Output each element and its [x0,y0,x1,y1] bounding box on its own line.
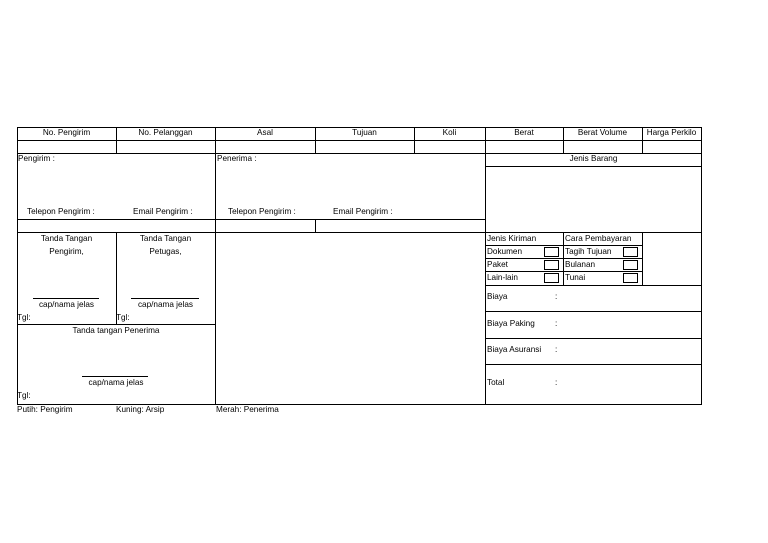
pay-tagih-tujuan-checkbox[interactable] [623,247,638,257]
officer-name-caption: cap/nama jelas [137,300,194,309]
header-no-pelanggan: No. Pelanggan [138,128,193,137]
type-lain-lain-checkbox[interactable] [544,273,559,283]
receiver-label: Penerima : [217,154,257,163]
cost-paking-sep: : [555,319,558,328]
sender-name-caption: cap/nama jelas [38,300,95,309]
type-paket-checkbox[interactable] [544,260,559,270]
pay-tunai-label: Tunai [565,273,586,282]
header-koli: Koli [442,128,457,137]
shipment-type-label: Jenis Kiriman [487,234,537,243]
sender-signature-subtitle: Pengirim, [49,247,84,256]
sender-signature-title: Tanda Tangan [40,234,93,243]
officer-signature-subtitle: Petugas, [149,247,182,256]
cost-total-sep: : [555,378,558,387]
type-lain-lain-label: Lain-lain [487,273,518,282]
cost-total-label: Total [487,378,505,387]
pay-bulanan-label: Bulanan [565,260,596,269]
pay-tunai-checkbox[interactable] [623,273,638,283]
officer-signature-title: Tanda Tangan [139,234,192,243]
type-paket-label: Paket [487,260,508,269]
pay-tagih-tujuan-label: Tagih Tujuan [565,247,612,256]
receiver-date-label: Tgl: [17,391,31,400]
cost-biaya-label: Biaya [487,292,508,301]
header-no-pengirim: No. Pengirim [42,128,91,137]
sender-label: Pengirim : [18,154,55,163]
pay-bulanan-checkbox[interactable] [623,260,638,270]
cost-asuransi-label: Biaya Asuransi [487,345,542,354]
cost-biaya-sep: : [555,292,558,301]
receiver-name-caption: cap/nama jelas [88,378,144,387]
officer-date-label: Tgl: [116,313,130,322]
receiver-email-label: Email Pengirim : [333,207,393,216]
header-berat-volume: Berat Volume [577,128,628,137]
receiver-signature-title: Tanda tangan Penerima [72,326,160,335]
copy-yellow-note: Kuning: Arsip [116,405,165,414]
copy-white-note: Putih: Pengirim [17,405,73,414]
header-asal: Asal [257,128,273,137]
sender-date-label: Tgl: [17,313,31,322]
header-tujuan: Tujuan [352,128,377,137]
goods-type-label: Jenis Barang [569,154,618,163]
copy-red-note: Merah: Penerima [216,405,279,414]
sender-phone-label: Telepon Pengirim : [27,207,95,216]
header-berat: Berat [514,128,534,137]
cost-asuransi-sep: : [555,345,558,354]
payment-method-label: Cara Pembayaran [565,234,632,243]
receiver-phone-label: Telepon Pengirim : [228,207,296,216]
type-dokumen-checkbox[interactable] [544,247,559,257]
sender-email-label: Email Pengirim : [133,207,193,216]
type-dokumen-label: Dokumen [487,247,523,256]
cost-paking-label: Biaya Paking [487,319,535,328]
header-harga-perkilo: Harga Perkilo [646,128,697,137]
